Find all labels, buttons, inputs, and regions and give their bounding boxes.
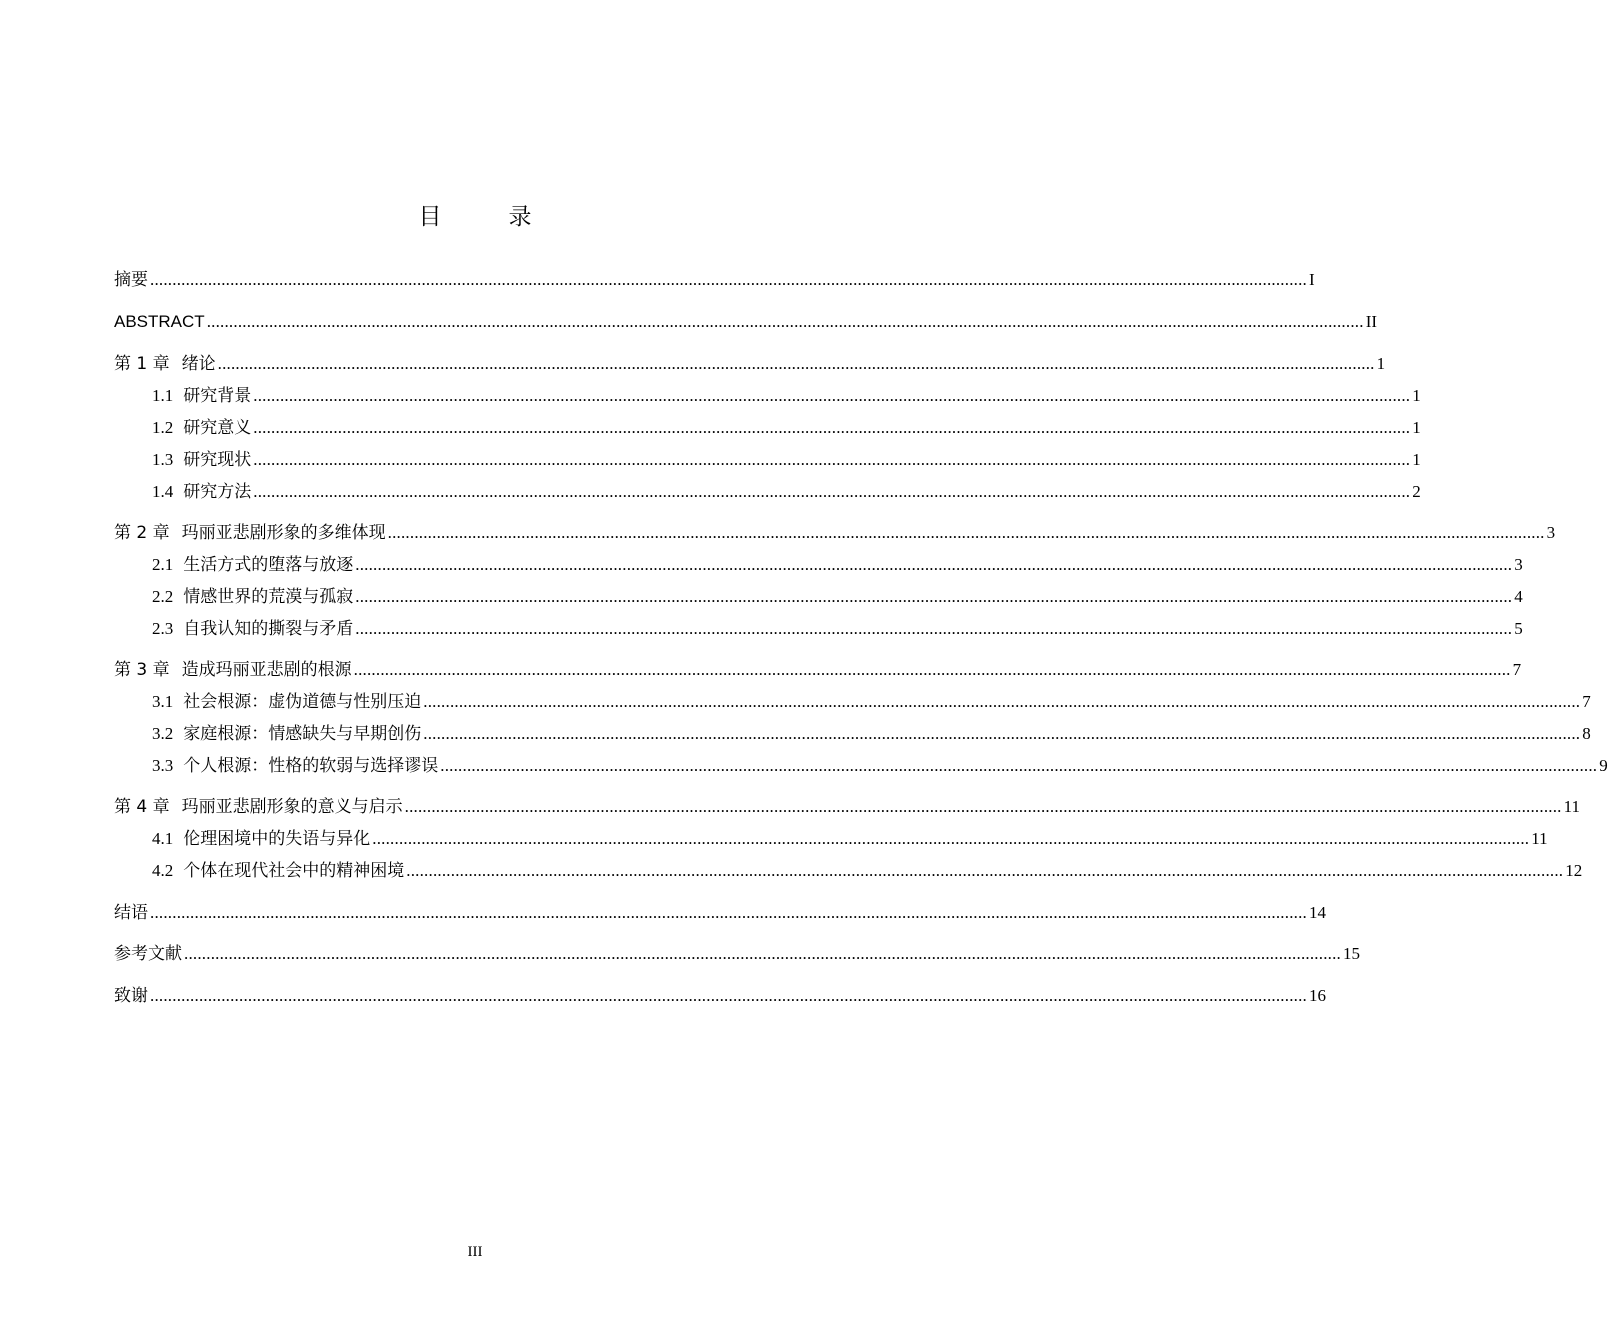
toc-entry-page: II (1365, 312, 1378, 331)
toc-entry-title (152, 481, 251, 503)
toc-entry-page: 1 (1376, 354, 1386, 373)
toc-leader-dots: .................................................................................................................................................................................................................................................................... (372, 829, 1530, 848)
toc-entry-number: 1.1 (152, 386, 174, 405)
toc-leader-dots: .................................................................................................................................................................................................................................................................... (253, 450, 1411, 469)
toc-entry[interactable] (152, 856, 1583, 882)
toc-entry-label: 自我认知的撕裂与矛盾 (183, 619, 354, 638)
toc-entry[interactable] (152, 413, 1421, 439)
toc-entry-page: 9 (1599, 756, 1608, 775)
toc-entry-label: 社会根源：虚伪道德与性别压迫 (183, 692, 422, 711)
toc-entry-title (114, 522, 386, 544)
toc-entry[interactable] (114, 981, 1326, 1007)
toc-entry-label: 结语 (114, 903, 148, 923)
toc-entry[interactable] (152, 550, 1523, 576)
toc-entry[interactable] (114, 655, 1522, 681)
toc-entry-number: 2.3 (152, 619, 174, 638)
toc-leader-dots: .................................................................................................................................................................................................................................................................... (355, 587, 1513, 606)
toc-entry-number: 第 4 章 (114, 797, 170, 817)
toc-entry-page: 12 (1565, 861, 1583, 880)
page-number: III (467, 1244, 483, 1260)
toc-leader-dots: .................................................................................................................................................................................................................................................................... (206, 312, 1364, 331)
toc-entry[interactable] (114, 265, 1315, 291)
toc-leader-dots: .................................................................................................................................................................................................................................................................... (150, 986, 1307, 1005)
toc-entry-label: 研究意义 (183, 418, 252, 437)
toc-entry-number: 2.1 (152, 555, 174, 574)
toc-entry-title (152, 691, 421, 713)
toc-entry-title (114, 269, 148, 291)
toc-entry-page: 11 (1563, 797, 1580, 816)
toc-entry-page: 1 (1412, 386, 1421, 405)
toc-entry-label: 研究背景 (183, 386, 252, 405)
toc-entry-label: 研究方法 (183, 482, 252, 501)
toc-entry-number: 4.2 (152, 861, 174, 880)
toc-leader-dots: .................................................................................................................................................................................................................................................................... (440, 756, 1598, 775)
toc-entry-title (152, 723, 421, 745)
toc-entry-label: 摘要 (114, 270, 148, 290)
toc-entry-page: 2 (1412, 482, 1421, 501)
toc-leader-dots: .................................................................................................................................................................................................................................................................... (423, 692, 1581, 711)
toc-entry[interactable] (152, 824, 1548, 850)
toc-entry-label: 致谢 (114, 986, 148, 1006)
toc-entry-label: 家庭根源：情感缺失与早期创伤 (183, 724, 422, 743)
toc-entry-label: 情感世界的荒漠与孤寂 (183, 587, 354, 606)
toc-entry-title (114, 659, 352, 681)
toc-entry-page: 5 (1514, 619, 1523, 638)
toc-entry[interactable] (114, 898, 1326, 924)
toc-entry-title (114, 311, 205, 333)
toc-entry-number: 2.2 (152, 587, 174, 606)
toc-entry-label: 个人根源：性格的软弱与选择谬误 (183, 756, 439, 775)
toc-entry-number: 3.2 (152, 724, 174, 743)
toc-entry-title (152, 586, 353, 608)
toc-leader-dots: .................................................................................................................................................................................................................................................................... (387, 523, 1545, 542)
toc-entry-page: 16 (1309, 986, 1326, 1005)
toc-entry[interactable] (152, 614, 1523, 640)
toc-entry-title (114, 796, 403, 818)
toc-entry-page: 8 (1582, 724, 1591, 743)
toc-entry-page: 14 (1309, 903, 1326, 922)
toc-entry-title (152, 417, 251, 439)
toc-leader-dots: .................................................................................................................................................................................................................................................................... (404, 797, 1562, 816)
toc-entry-label: 造成玛丽亚悲剧的根源 (181, 660, 352, 680)
toc-entry-title (152, 449, 251, 471)
toc-entry[interactable] (114, 518, 1556, 544)
toc-entry-title (152, 554, 353, 576)
toc-entry-number: 第 3 章 (114, 660, 170, 680)
toc-leader-dots: .................................................................................................................................................................................................................................................................... (253, 418, 1411, 437)
toc-entry-label: ABSTRACT (114, 312, 205, 331)
toc-entry-title (114, 943, 182, 965)
toc-entry-title (152, 385, 251, 407)
toc-entry-page: 1 (1412, 450, 1421, 469)
toc-entry[interactable] (152, 477, 1421, 503)
toc-entry-title (114, 353, 216, 375)
toc-entry-page: 1 (1412, 418, 1421, 437)
toc-entry-page: 11 (1531, 829, 1548, 848)
toc-entry[interactable] (152, 582, 1523, 608)
toc-leader-dots: .................................................................................................................................................................................................................................................................... (355, 555, 1513, 574)
toc-entry-page: 3 (1514, 555, 1523, 574)
toc-entry[interactable] (152, 751, 1608, 777)
toc-leader-dots: .................................................................................................................................................................................................................................................................... (253, 482, 1411, 501)
toc-entry-number: 第 1 章 (114, 354, 170, 374)
toc-entry[interactable] (114, 939, 1360, 965)
toc-entry-page: 3 (1546, 523, 1556, 542)
toc-title: 目 录 (418, 204, 554, 230)
toc-entry-page: 7 (1582, 692, 1591, 711)
toc-entry[interactable] (152, 445, 1421, 471)
toc-entry-label: 绪论 (181, 354, 216, 374)
toc-entry-number: 4.1 (152, 829, 174, 848)
toc-entry[interactable] (152, 687, 1591, 713)
toc-leader-dots: .................................................................................................................................................................................................................................................................... (353, 660, 1511, 679)
toc-entry-page: 4 (1514, 587, 1523, 606)
toc-entry-title (152, 618, 353, 640)
toc-entry-number: 1.2 (152, 418, 174, 437)
toc-entry-number: 1.4 (152, 482, 174, 501)
toc-leader-dots: .................................................................................................................................................................................................................................................................... (423, 724, 1581, 743)
toc-entry-label: 个体在现代社会中的精神困境 (183, 861, 405, 880)
toc-entry[interactable] (114, 307, 1378, 333)
toc-entry-title (152, 860, 404, 882)
toc-leader-dots: .................................................................................................................................................................................................................................................................... (150, 270, 1307, 289)
toc-entry-title (152, 755, 438, 777)
toc-entry-page: 15 (1343, 944, 1360, 963)
toc-leader-dots: .................................................................................................................................................................................................................................................................... (150, 903, 1307, 922)
toc-entry-number: 1.3 (152, 450, 174, 469)
toc-leader-dots: .................................................................................................................................................................................................................................................................... (184, 944, 1341, 963)
toc-entry-label: 玛丽亚悲剧形象的意义与启示 (181, 797, 403, 817)
toc-entry[interactable] (114, 349, 1386, 375)
toc-entry-title (114, 902, 148, 924)
toc-entry[interactable] (152, 719, 1591, 745)
toc-entry-number: 3.1 (152, 692, 174, 711)
toc-entry-label: 研究现状 (183, 450, 252, 469)
toc-entry-number: 第 2 章 (114, 523, 170, 543)
toc-entry-label: 生活方式的堕落与放逐 (183, 555, 354, 574)
toc-entry-label: 参考文献 (114, 944, 182, 964)
toc-leader-dots: .................................................................................................................................................................................................................................................................... (406, 861, 1564, 880)
toc-entry-label: 玛丽亚悲剧形象的多维体现 (181, 523, 386, 543)
toc-entry-page: I (1309, 270, 1315, 289)
toc-leader-dots: .................................................................................................................................................................................................................................................................... (217, 354, 1375, 373)
toc-entry-number: 3.3 (152, 756, 174, 775)
toc-entry-title (152, 828, 370, 850)
toc-entry-label: 伦理困境中的失语与异化 (183, 829, 371, 848)
toc-entry-page: 7 (1512, 660, 1522, 679)
toc-entry-title (114, 985, 148, 1007)
toc-leader-dots: .................................................................................................................................................................................................................................................................... (355, 619, 1513, 638)
toc-leader-dots: .................................................................................................................................................................................................................................................................... (253, 386, 1411, 405)
toc-entry[interactable] (114, 792, 1580, 818)
toc-entry[interactable] (152, 381, 1421, 407)
